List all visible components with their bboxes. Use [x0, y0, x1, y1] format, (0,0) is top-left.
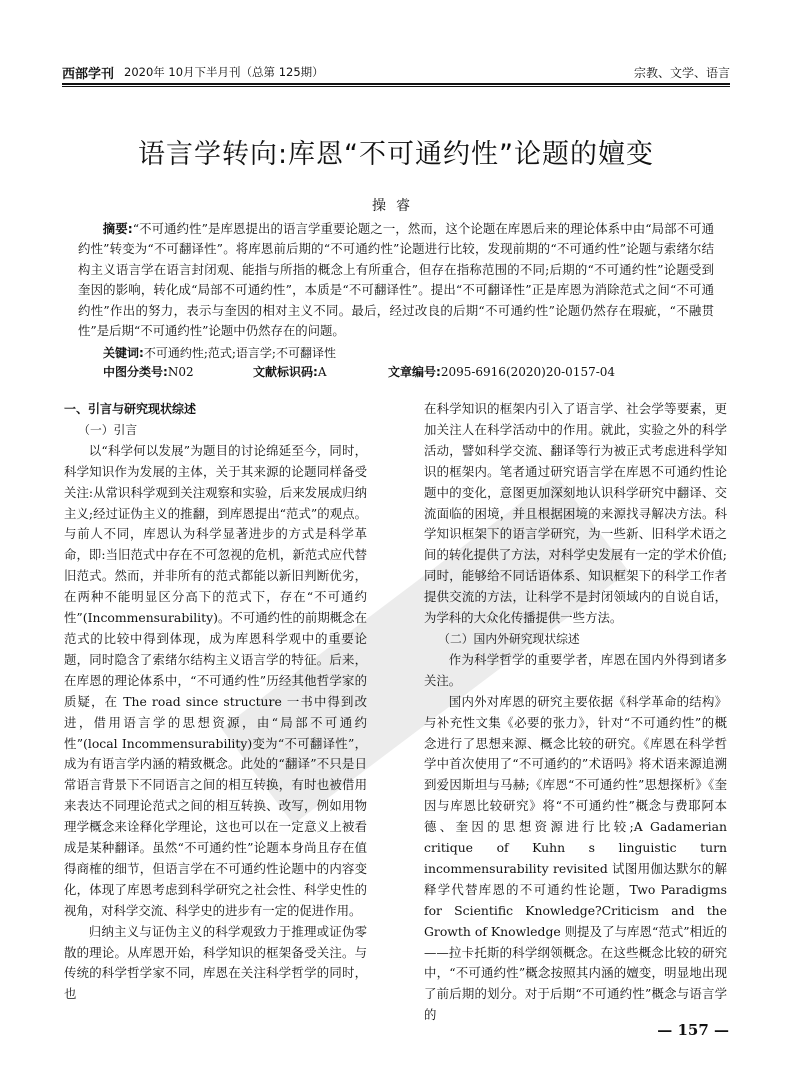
doc-code-value: A: [317, 365, 327, 379]
body-paragraph: 国内外对库恩的研究主要依据《科学革命的结构》与补充性文集《必要的张力》，针对“不可通约性”的概念进行了思想来源、概念比较的研究。《库恩在科学哲学中首次使用了“不可通约的”术语吗》将术语来源追溯到爱因斯坦与马赫;《库恩“不可通约性”思想探析》《奎因与库恩比较研究》将“不可通约性”概念与费耶阿本德、奎因的思想资源进行比较;A Gadamerian critique of Kuhn s linguistic turn incommensurability revisited 试图用伽达默尔的解释学代替库恩的不可通约性论题，Two Paradigms for Scientific Knowledge?Criticism and the Growth of Knowledge 则提及了与库恩“范式”相近的——拉卡托斯的科学纲领概念。在这些概念比较的研究中，“不可通约性”概念按照其内涵的嬗变，明显地出现了前后期的划分。对于后期“不可通约性”概念与语言学的: [424, 693, 727, 1023]
clc-value: N02: [167, 365, 194, 379]
header-rule-thin: [62, 86, 730, 87]
body-column-left: [64, 399, 367, 1005]
header-rule-thick: [62, 83, 730, 85]
article-number-label: 文章编号:: [388, 365, 441, 379]
abstract: [78, 219, 714, 341]
abstract-label: 摘要:: [102, 221, 133, 236]
section-name: 宗教、文学、语言: [633, 66, 730, 80]
doc-code-label: 文献标识码:: [253, 365, 318, 379]
clc-label: 中图分类号:: [103, 365, 168, 379]
running-header: [62, 60, 730, 82]
clc-number: [103, 363, 194, 380]
article-title: 语言学转向:库恩“不可通约性”论题的嬗变: [137, 139, 655, 170]
section-heading: 一、引言与研究现状综述: [64, 402, 197, 416]
body-paragraph: 作为科学哲学的重要学者，库恩在国内外得到诸多关注。: [424, 651, 727, 688]
article-number: [388, 363, 615, 380]
body-paragraph: 在科学知识的框架内引入了语言学、社会学等要素，更加关注人在科学活动中的作用。就此，实验之外的科学活动，譬如科学交流、翻译等行为被正式考虑进科学知识的框架内。笔者通过研究语言学在库恩不可通约性论题中的变化，意图更加深刻地认识科学研究中翻译、交流面临的困境，并且根据困境的来源找寻解决方法。科学知识框架下的语言学研究，为一些新、旧科学术语之间的转化提供了方法，对科学史发展有一定的学术价值;同时，能够给不同话语体系、知识框架下的科学工作者提供交流的方法，让科学不是封闭领域内的自说自话，为学科的大众化传播提供一些方法。: [424, 401, 727, 626]
author-name: 操睿: [372, 198, 420, 214]
subsection-heading: （一）引言: [78, 422, 138, 437]
body-paragraph: 归纳主义与证伪主义的科学观致力于推理或证伪零散的理论。从库恩开始，科学知识的框架备受关注。与传统的科学哲学家不同，库恩在关注科学哲学的同时，也: [64, 923, 367, 1002]
document-code: [253, 363, 326, 380]
article-number-value: 2095-6916(2020)20-0157-04: [440, 365, 616, 379]
body-paragraph: 以“科学何以发展”为题目的讨论绵延至今，同时，科学知识作为发展的主体，关于其来源的论题同样备受关注:从常识科学观到关注观察和实验，后来发展成归纳主义;经过证伪主义的推翻，到库恩提出“范式”的观点。与前人不同，库恩认为科学显著进步的方式是科学革命，即:当旧范式中存在不可忽视的危机，新范式应代替旧范式。然而，并非所有的范式都能以新旧判断优劣，在两种不能明显区分高下的范式下，存在“不可通约性”(Incommensurability)。不可通约性的前期概念在范式的比较中得到体现，成为库恩科学观中的重要论题，同时隐含了索绪尔结构主义语言学的特征。后来，在库恩的理论体系中，“不可通约性”历经其他哲学家的质疑，在 The road since structure 一书中得到改进，借用语言学的思想资源，由“局部不可通约性”(local Incommensurability)变为“不可翻译性”，成为有语言学内涵的精致概念。此处的“翻译”不只是日常语言背景下不同语言之间的相互转换，有时也被借用来表达不同理论范式之间的相互转换、改写，例如用物理学概念来诠释化学理论，这也可以在一定意义上被看成是某种翻译。虽然“不可通约性”论题本身尚且存在值得商榷的细节，但语言学在不可通约性论题中的内容变化，体现了库恩考虑到科学研究之社会性、科学史性的视角，对科学交流、科学史的进步有一定的促进作用。: [64, 442, 367, 918]
page-number: — 157 —: [657, 1021, 729, 1039]
abstract-text: “不可通约性”是库恩提出的语言学重要论题之一，然而，这个论题在库恩后来的理论体系中由“局部不可通约性”转变为“不可翻译性”。将库恩前后期的“不可通约性”论题进行比较，发现前期的“不可通约性”论题与索绪尔结构主义语言学在语言封闭观、能指与所指的概念上有所重合，但存在指称范围的不同;后期的“不可通约性”论题受到奎因的影响，转化成“局部不可通约性”，本质是“不可翻译性”。提出“不可翻译性”正是库恩为消除范式之间“不可通约性”作出的努力，表示与奎因的相对主义不同。最后，经过改良的后期“不可通约性”论题仍然存在瑕疵，“不融贯性”是后期“不可通约性”论题中仍然存在的问题。: [78, 221, 714, 339]
keywords-text: 不可通约性;范式;语言学;不可翻译性: [143, 346, 336, 360]
body-column-right: [424, 399, 727, 1026]
journal-name: 西部学刊: [62, 67, 115, 82]
issue-info: 2020年 10月下半月刊（总第 125期）: [124, 65, 324, 79]
keywords: [103, 344, 336, 361]
subsection-heading: （二）国内外研究现状综述: [438, 631, 580, 646]
keywords-label: 关键词:: [103, 346, 144, 360]
